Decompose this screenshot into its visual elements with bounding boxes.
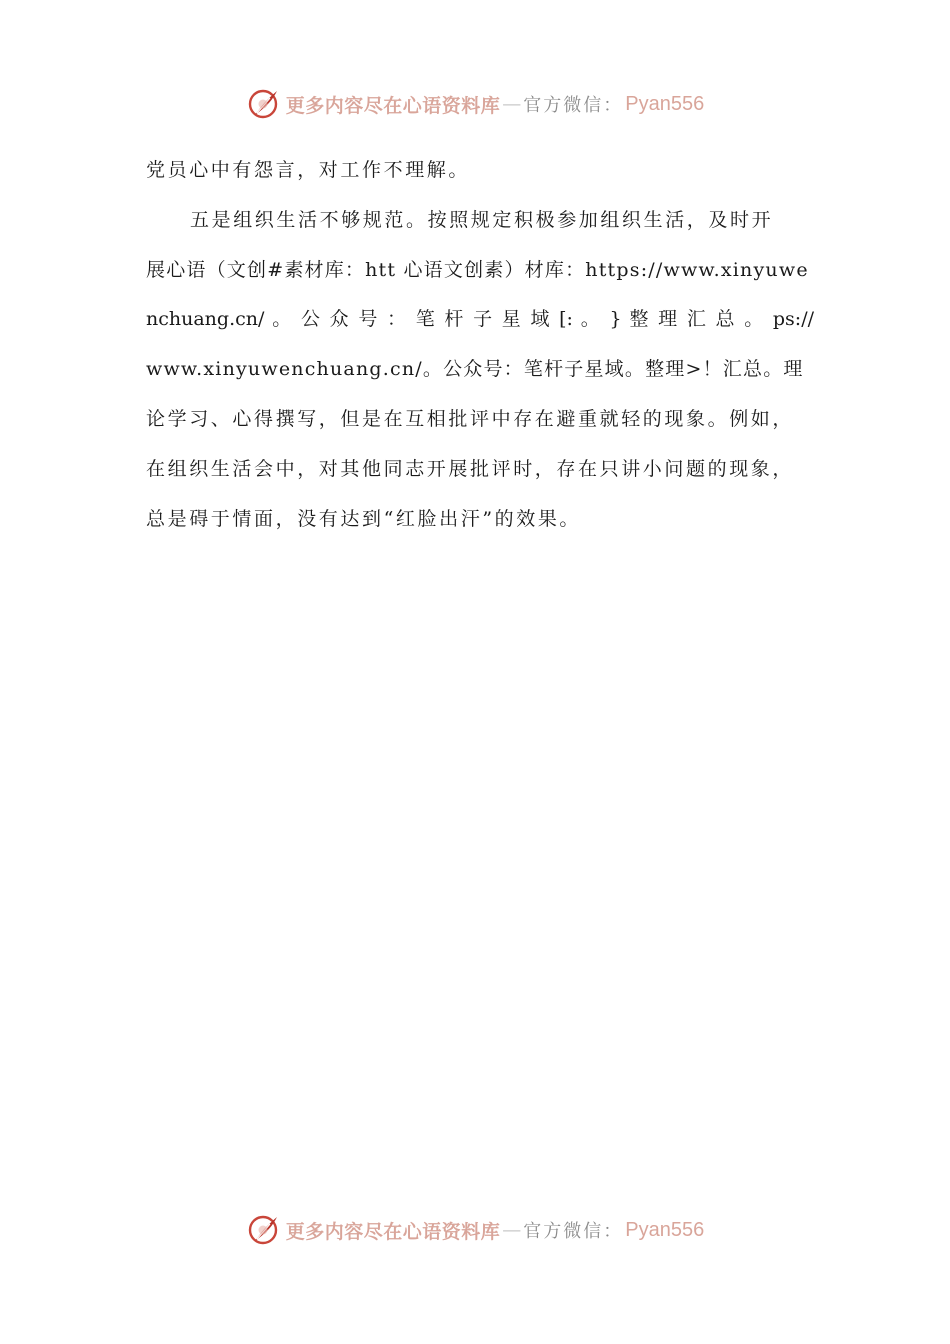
body-line: nchuang.cn/ 。 公 众 号 ： 笔 杆 子 星 域 [: 。 } 整 理 汇 总 。 ps://	[146, 308, 814, 331]
document-body	[146, 146, 814, 544]
header-dash: —	[502, 93, 522, 115]
footer-wechat-label: 官方微信：	[523, 1221, 624, 1242]
quill-pen-circle-logo-icon	[246, 86, 282, 122]
body-line: 总是碍于情面，没有达到“红脸出汗”的效果。	[146, 507, 582, 530]
header-wechat-handle: Pyan556	[625, 92, 705, 115]
footer-wechat-handle: Pyan556	[625, 1218, 705, 1241]
body-line: 展心语（文创#素材库：htt 心语文创素）材库：https://www.xinyuwe	[146, 258, 809, 281]
header-wechat-label: 官方微信：	[523, 95, 624, 116]
body-line: 党员心中有怨言，对工作不理解。	[146, 159, 471, 181]
body-line: www.xinyuwenchuang.cn/。公众号：笔杆子星域。整理>！汇总。理	[146, 358, 804, 381]
page-header-banner	[0, 82, 950, 126]
footer-dash: —	[502, 1219, 522, 1241]
footer-lead-text: 更多内容尽在心语资料库	[285, 1220, 501, 1243]
body-line: 论学习、心得撰写，但是在互相批评中存在避重就轻的现象。例如，	[146, 407, 795, 430]
page-footer-banner	[0, 1208, 950, 1252]
body-line: 在组织生活会中，对其他同志开展批评时，存在只讲小问题的现象，	[146, 457, 795, 480]
header-lead-text: 更多内容尽在心语资料库	[285, 94, 501, 117]
quill-pen-circle-logo-icon	[246, 1212, 282, 1248]
body-line: 五是组织生活不够规范。按照规定积极参加组织生活，及时开	[190, 208, 774, 231]
